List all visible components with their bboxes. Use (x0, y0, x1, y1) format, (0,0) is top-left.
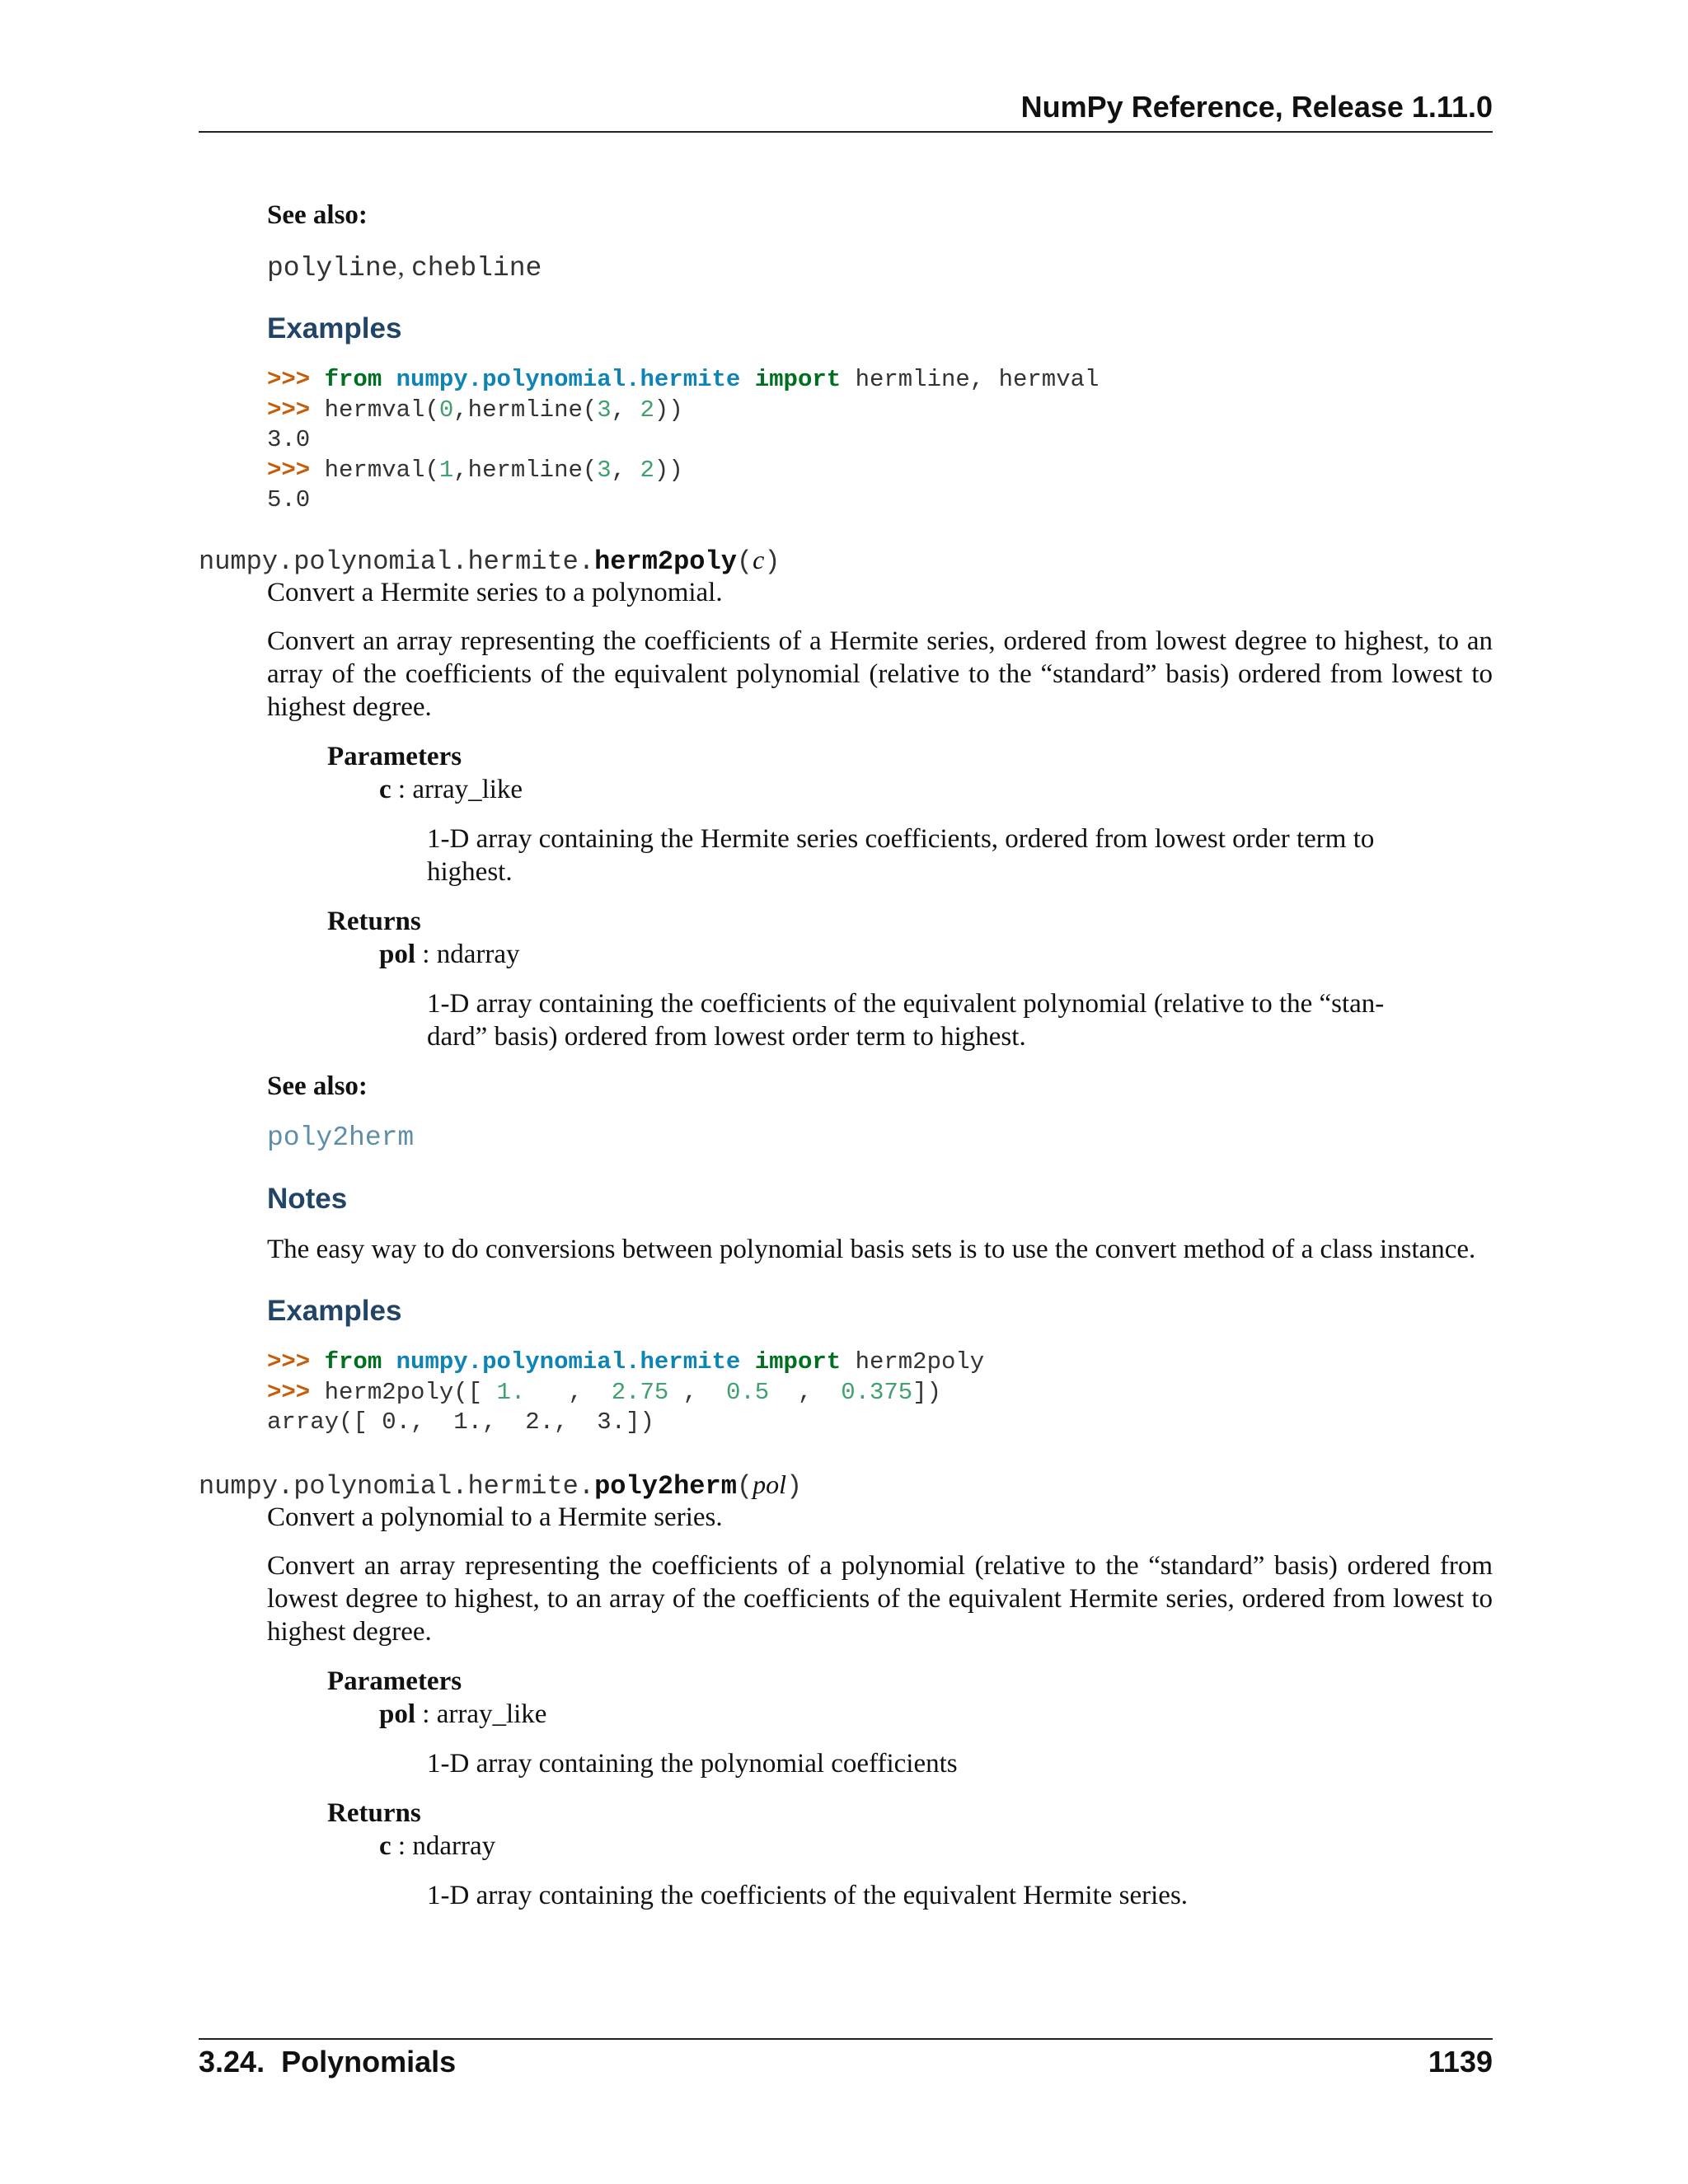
see-also-separator: , (397, 252, 411, 282)
see-also-link-polyline[interactable]: polyline (267, 253, 398, 284)
herm2poly-description: Convert an array representing the coefficients of a Hermite series, ordered from lowest degree to highest, to an array of the coefficients of the equivalent polynomial (relative to the “standard” basis) ordered from lowest to highest degree. (267, 626, 1493, 722)
code-line (267, 365, 1099, 396)
code-text: ]) (912, 1378, 942, 1406)
herm2poly-summary: Convert a Hermite series to a polynomial. (267, 578, 723, 607)
code-text: herm2poly([ (324, 1378, 497, 1406)
code-text: , (769, 1378, 842, 1406)
code-text: hermval( (324, 396, 439, 424)
return-name: pol (379, 940, 416, 969)
herm2poly-see-also-title: See also: (267, 1071, 368, 1101)
code-text: hermline, hermval (855, 366, 1100, 393)
see-also-link-chebline[interactable]: chebline (410, 253, 542, 284)
code-line (267, 456, 1099, 486)
herm2poly-param-c (379, 773, 523, 806)
code-keyword: from (324, 1348, 382, 1376)
examples-heading: Examples (267, 1295, 402, 1327)
herm2poly-param-desc: 1-D array containing the Hermite series coefficients, ordered from lowest order term to highest. (427, 824, 1375, 887)
code-prompt: >>> (267, 366, 311, 393)
poly2herm-description: Convert an array representing the coefficients of a polynomial (relative to the “standard” basis) ordered from lowest degree to highest, to an array of the coefficients of the equivalent Hermite series, ordered from lowest to highest degree. (267, 1551, 1493, 1647)
herm2poly-return-desc: 1-D array containing the coefficients of the equivalent polynomial (relative to the “stan- dard” basis) ordered from lowest order term to highest. (427, 989, 1385, 1052)
herm2poly-returns-label: Returns (327, 907, 421, 936)
poly2herm-parameters-label: Parameters (327, 1666, 462, 1696)
herm2poly-return-pol (379, 938, 519, 971)
footer-page-number: 1139 (1428, 2045, 1493, 2079)
signature-function-name: herm2poly (594, 546, 737, 577)
return-name: c (379, 1831, 392, 1861)
code-keyword: from (324, 366, 382, 393)
param-name: pol (379, 1699, 416, 1729)
see-also-link-poly2herm[interactable]: poly2herm (267, 1122, 415, 1153)
code-block-hermline (267, 365, 1099, 516)
examples-heading: Examples (267, 312, 402, 344)
see-also-title: See also: (267, 200, 368, 230)
code-number: 1. (496, 1378, 526, 1406)
code-prompt: >>> (267, 1378, 311, 1406)
code-keyword: import (754, 1348, 842, 1376)
code-line (267, 396, 1099, 426)
code-number: 0.5 (725, 1378, 770, 1406)
return-type: : ndarray (415, 940, 520, 969)
param-name: c (379, 775, 392, 804)
code-text: , (668, 1378, 726, 1406)
poly2herm-param-pol (379, 1698, 546, 1731)
poly2herm-signature (199, 1468, 802, 1503)
poly2herm-return-desc: 1-D array containing the coefficients of the equivalent Hermite series. (427, 1881, 1189, 1910)
footer-section-title: 3.24. Polynomials (199, 2045, 457, 2079)
param-type: : array_like (391, 775, 523, 804)
code-number: 2 (640, 456, 654, 484)
code-text: , (611, 396, 640, 424)
herm2poly-signature (199, 543, 781, 579)
code-keyword: import (754, 366, 842, 393)
code-text: , (611, 456, 640, 484)
header-rule (199, 131, 1493, 133)
code-output: array([ 0., 1., 2., 3.]) (267, 1408, 654, 1436)
code-number: 2 (640, 396, 654, 424)
notes-text: The easy way to do conversions between polynomial basis sets is to use the convert method of a class instance. (267, 1235, 1476, 1264)
code-output: 5.0 (267, 486, 311, 513)
poly2herm-returns-label: Returns (327, 1798, 421, 1828)
poly2herm-return-c (379, 1830, 495, 1863)
notes-heading: Notes (267, 1183, 348, 1215)
signature-arg: c (753, 545, 765, 574)
code-number: 3 (597, 396, 612, 424)
code-text: )) (654, 396, 683, 424)
code-number: 0.375 (841, 1378, 913, 1406)
code-text: )) (654, 456, 683, 484)
code-prompt: >>> (267, 1348, 311, 1376)
code-module: numpy.polynomial.hermite (396, 1348, 741, 1376)
signature-arg: pol (753, 1469, 786, 1499)
see-also-links (267, 251, 542, 285)
running-header: NumPy Reference, Release 1.11.0 (1020, 90, 1493, 124)
code-text: ,hermline( (453, 396, 598, 424)
code-prompt: >>> (267, 396, 311, 424)
code-block-herm2poly (267, 1347, 984, 1438)
code-line (267, 1378, 984, 1408)
code-line (267, 1347, 984, 1378)
code-number: 0 (438, 396, 454, 424)
code-module: numpy.polynomial.hermite (396, 366, 741, 393)
code-text: , (525, 1378, 612, 1406)
footer-rule (199, 2038, 1493, 2040)
signature-paren: ( (736, 546, 753, 577)
signature-paren: ) (786, 1471, 803, 1502)
signature-module: numpy.polynomial.hermite. (199, 1471, 595, 1502)
code-output: 3.0 (267, 426, 311, 453)
code-text: ,hermline( (453, 456, 598, 484)
signature-module: numpy.polynomial.hermite. (199, 546, 595, 577)
return-type: : ndarray (391, 1831, 496, 1861)
signature-paren: ( (736, 1471, 753, 1502)
poly2herm-param-desc: 1-D array containing the polynomial coefficients (427, 1749, 958, 1779)
herm2poly-see-also-links (267, 1122, 414, 1155)
code-number: 3 (597, 456, 612, 484)
code-prompt: >>> (267, 456, 311, 484)
herm2poly-parameters-label: Parameters (327, 742, 462, 771)
param-type: : array_like (415, 1699, 547, 1729)
code-text: herm2poly (855, 1348, 985, 1376)
code-number: 1 (438, 456, 454, 484)
poly2herm-summary: Convert a polynomial to a Hermite series. (267, 1502, 723, 1532)
code-text: hermval( (324, 456, 439, 484)
code-number: 2.75 (611, 1378, 669, 1406)
signature-function-name: poly2herm (594, 1471, 737, 1502)
signature-paren: ) (764, 546, 781, 577)
